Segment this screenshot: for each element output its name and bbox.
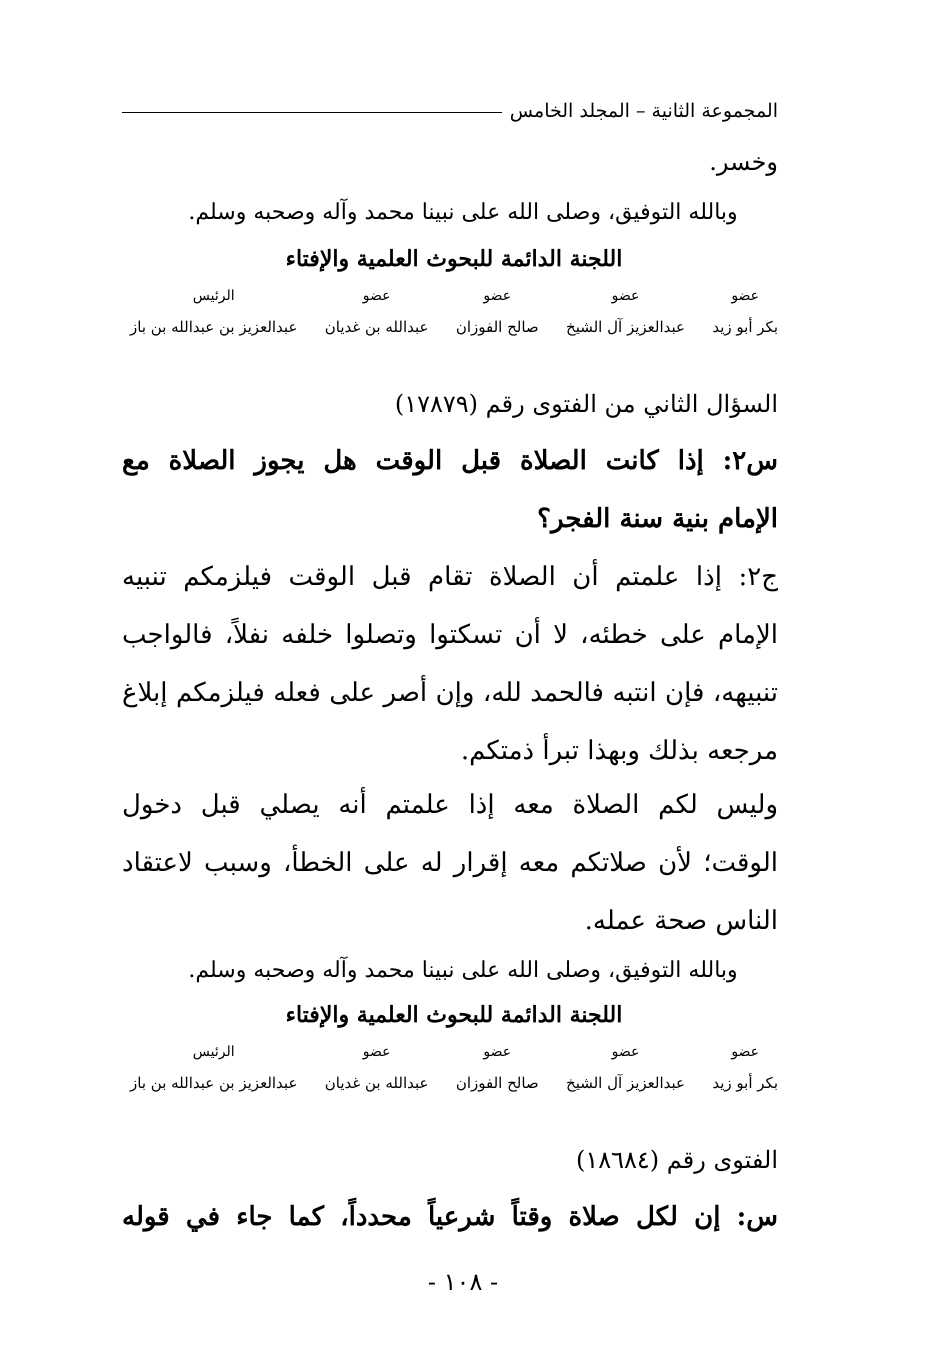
header-rule — [122, 112, 502, 113]
signatory — [712, 288, 778, 336]
signatory-name: صالح الفوزان — [455, 318, 539, 336]
signatory-name: صالح الفوزان — [455, 1074, 539, 1092]
signatory-name: عبدالعزيز بن عبدالله بن باز — [130, 318, 298, 336]
fatwa-heading: الفتوى رقم (١٨٦٨٤) — [575, 1146, 778, 1174]
question-line: س: إن لكل صلاة وقتاً شرعياً محدداً، كما جاء في قوله — [122, 1202, 778, 1232]
header-title: المجموعة الثانية – المجلد الخامس — [509, 100, 778, 122]
closing-formula: وبالله التوفيق، وصلى الله على نبينا محمد وآله وصحبه وسلم. — [188, 200, 738, 225]
signatory — [712, 1044, 778, 1092]
signatory-name: عبدالله بن غديان — [324, 318, 429, 336]
running-header — [122, 92, 778, 122]
signatory-role: عضو — [483, 288, 512, 304]
question-line: س٢: إذا كانت الصلاة قبل الوقت هل يجوز الصلاة مع — [122, 446, 778, 476]
previous-text-end: وخسر. — [709, 148, 778, 176]
signatory-role: الرئيس — [192, 288, 235, 304]
answer-line: ج٢: إذا علمتم أن الصلاة تقام قبل الوقت فيلزمكم تنبيه — [122, 562, 778, 592]
committee-name: اللجنة الدائمة للبحوث العلمية والإفتاء — [285, 1002, 623, 1028]
signatory-president — [130, 288, 297, 336]
signatory-role: عضو — [362, 1044, 391, 1060]
signatory-role: الرئيس — [192, 1044, 235, 1060]
signatory-role: عضو — [611, 288, 640, 304]
signatory — [566, 1044, 685, 1092]
signatory-name: عبدالعزيز آل الشيخ — [566, 318, 685, 336]
answer-line: الوقت؛ لأن صلاتكم معه إقرار له على الخطأ، وسبب لاعتقاد — [122, 848, 778, 878]
signatory — [566, 288, 685, 336]
answer-line: تنبيهه، فإن انتبه فالحمد لله، وإن أصر على فعله فيلزمكم إبلاغ — [122, 678, 778, 708]
signatory-role: عضو — [362, 288, 391, 304]
signatory — [325, 288, 429, 336]
signatory-name: عبدالعزيز بن عبدالله بن باز — [130, 1074, 298, 1092]
signatory-role: عضو — [731, 288, 760, 304]
signatory-name: بكر أبو زيد — [712, 318, 778, 336]
signatory — [456, 288, 539, 336]
signatory-name: عبدالعزيز آل الشيخ — [566, 1074, 685, 1092]
committee-name: اللجنة الدائمة للبحوث العلمية والإفتاء — [285, 246, 623, 272]
signatory-role: عضو — [483, 1044, 512, 1060]
fatwa-heading: السؤال الثاني من الفتوى رقم (١٧٨٧٩) — [394, 390, 778, 418]
answer-line: الإمام على خطئه، لا أن تسكتوا وتصلوا خلفه نفلاً، فالواجب — [122, 620, 778, 650]
signatures-block — [130, 1044, 778, 1092]
answer-line: وليس لكم الصلاة معه إذا علمتم أنه يصلي قبل دخول — [122, 790, 778, 820]
signatory — [456, 1044, 539, 1092]
signatory-role: عضو — [611, 1044, 640, 1060]
signatory-president — [130, 1044, 297, 1092]
signatory — [325, 1044, 429, 1092]
question-line: الإمام بنية سنة الفجر؟ — [537, 504, 778, 534]
signatory-name: بكر أبو زيد — [712, 1074, 778, 1092]
signatory-role: عضو — [731, 1044, 760, 1060]
answer-line: الناس صحة عمله. — [584, 906, 778, 936]
closing-formula: وبالله التوفيق، وصلى الله على نبينا محمد وآله وصحبه وسلم. — [188, 958, 738, 983]
answer-line: مرجعه بذلك وبهذا تبرأ ذمتكم. — [460, 736, 778, 766]
signatures-block — [130, 288, 778, 336]
page-number: - ١٠٨ - — [427, 1268, 499, 1296]
signatory-name: عبدالله بن غديان — [324, 1074, 429, 1092]
